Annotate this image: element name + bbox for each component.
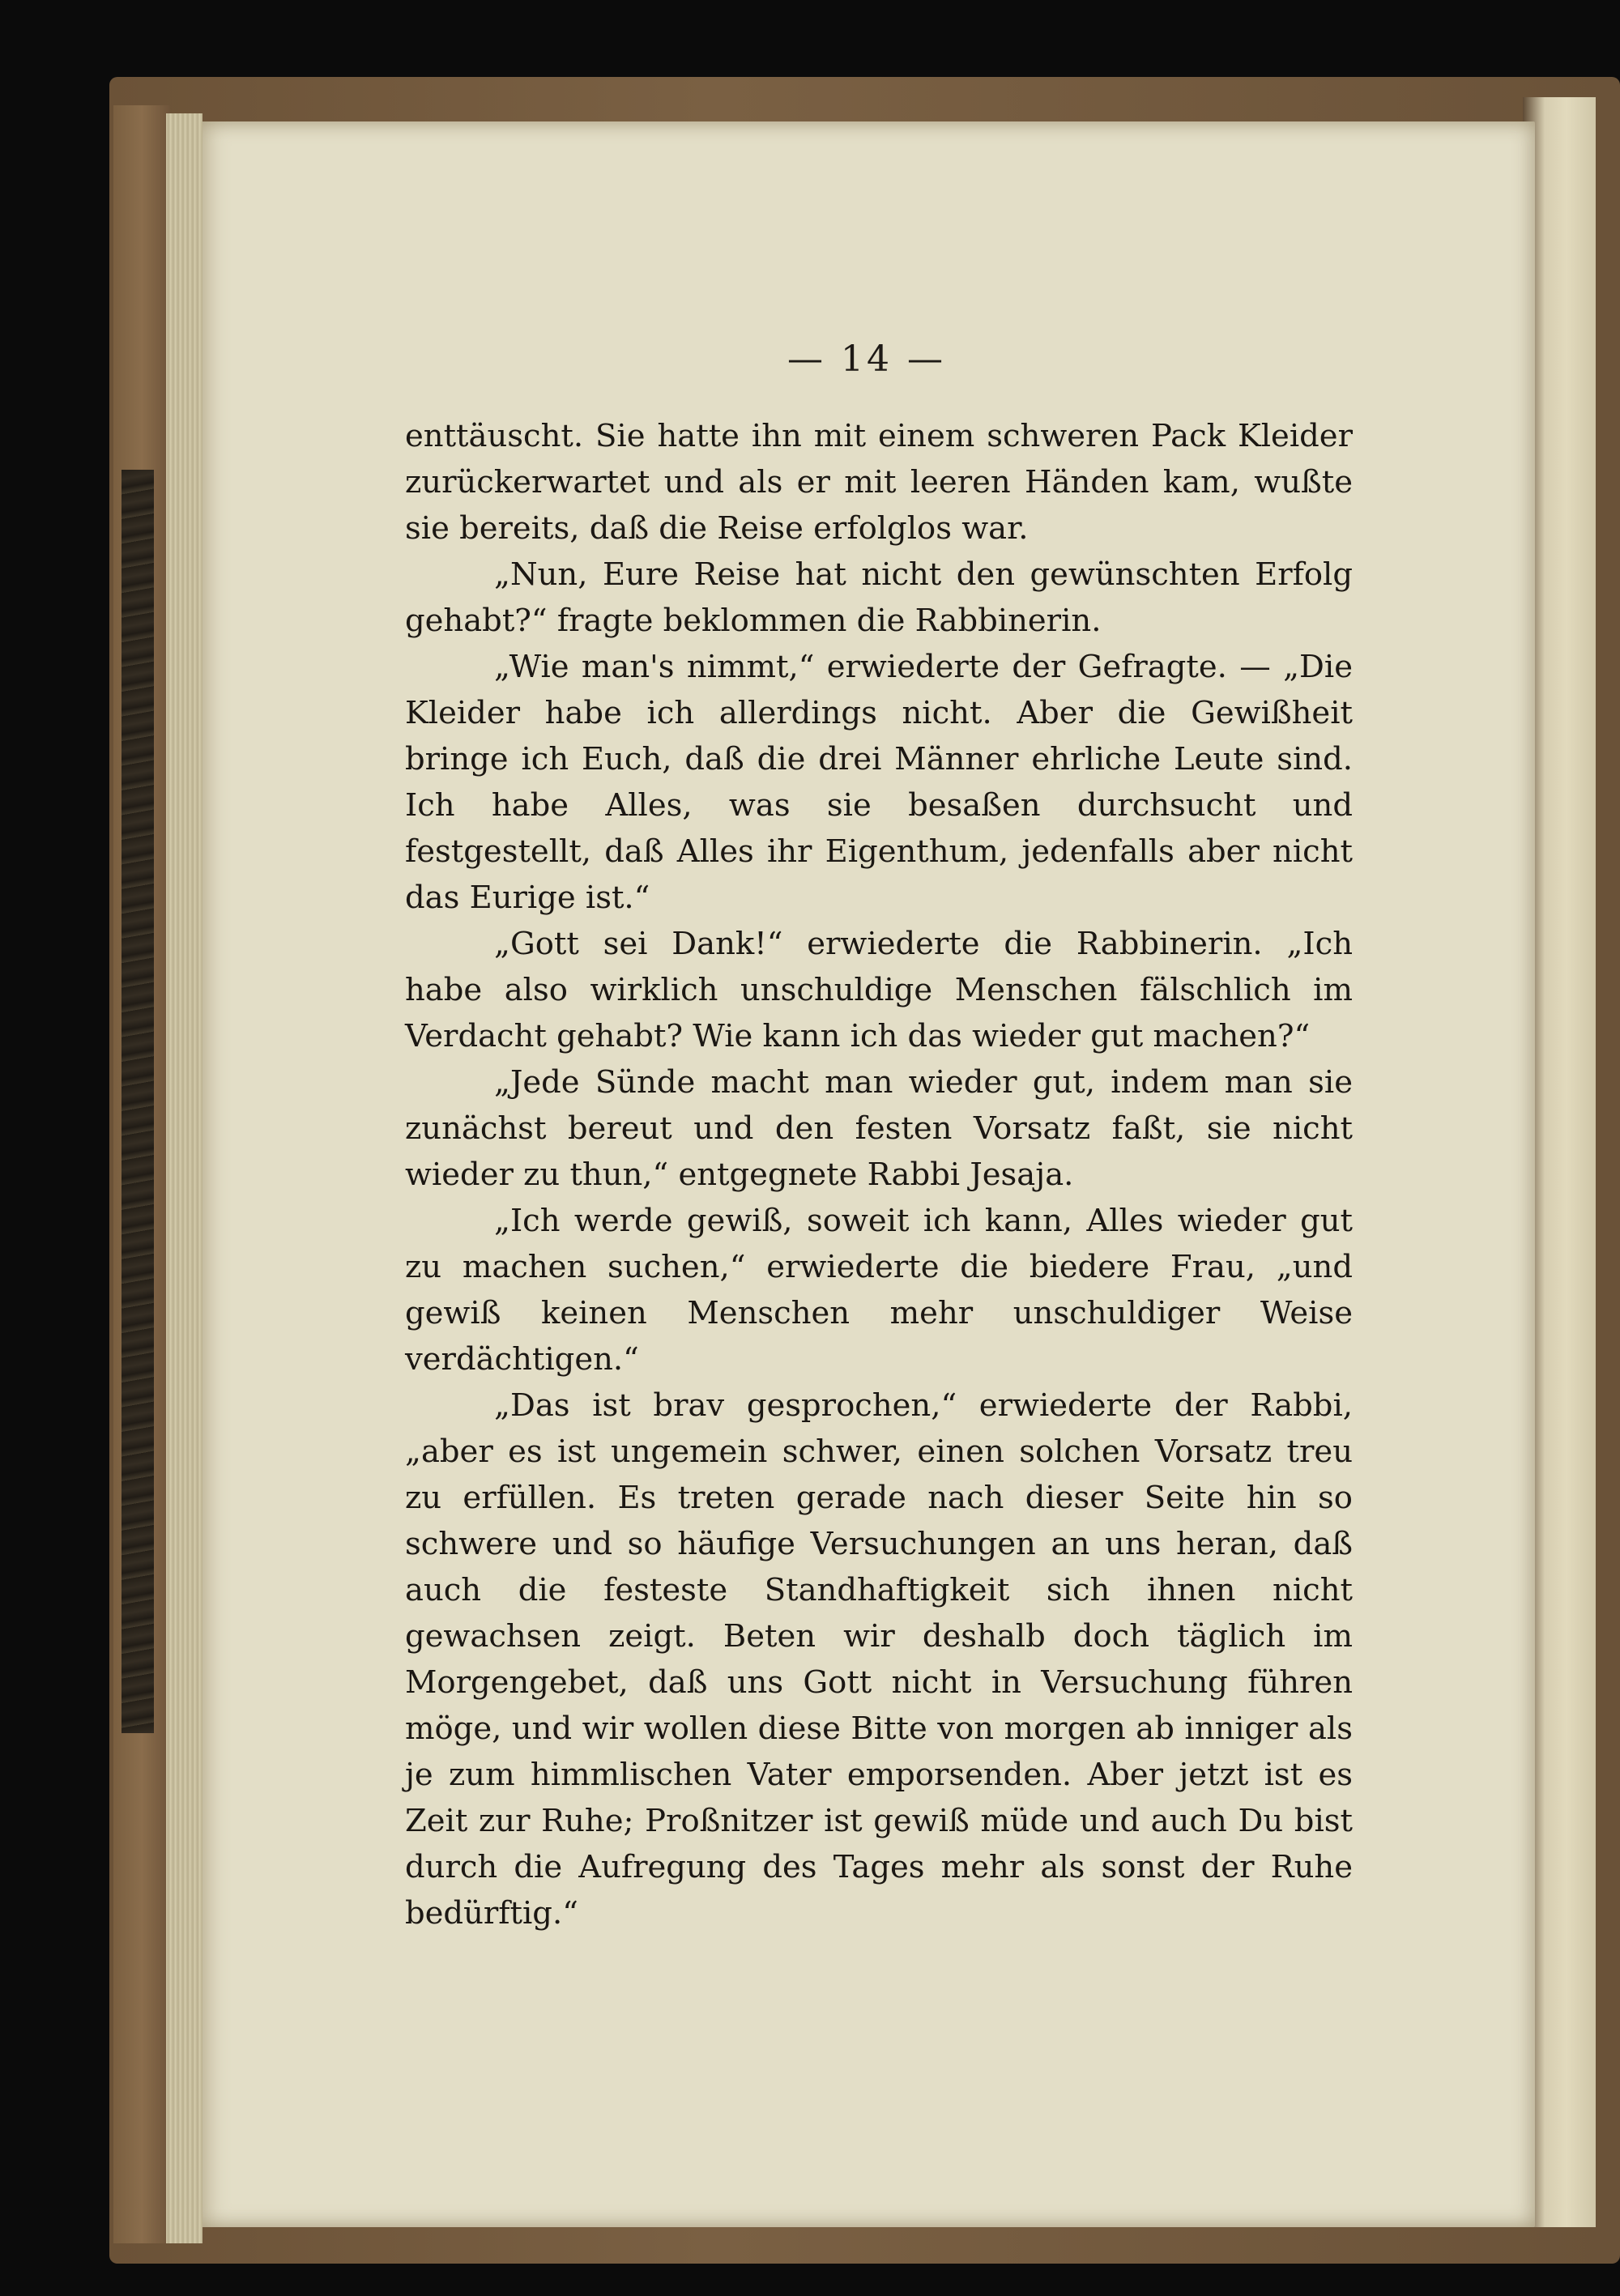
body-text [405,413,1353,1936]
marbled-endpaper [122,470,154,1733]
paragraph: enttäuscht. Sie hatte ihn mit einem schweren Pack Kleider zurückerwartet und als er mit leeren Händen kam, wußte sie bereits, daß die Reise erfolglos war. [405,418,1353,547]
paragraph: „Wie man's nimmt,“ erwiederte der Gefragte. — „Die Kleider habe ich allerdings nicht. Aber die Gewißheit bringe ich Euch, daß die drei Männer ehrliche Leute sind. Ich habe Alles, was sie besaßen durchsucht und festgestellt, daß Alles ihr Eigenthum, jedenfalls aber nicht das Eurige ist.“ [405,649,1353,916]
paragraph: „Das ist brav gesprochen,“ erwiederte der Rabbi, „aber es ist ungemein schwer, einen solchen Vorsatz treu zu erfüllen. Es treten gerade nach dieser Seite hin so schwere und so häufige Versuchungen an uns heran, daß auch die festeste Standhaftigkeit sich ihnen nicht gewachsen zeigt. Beten wir deshalb doch täglich im Morgengebet, daß uns Gott nicht in Versuchung führen möge, und wir wollen diese Bitte von morgen ab inniger als je zum himmlischen Vater emporsenden. Aber jetzt ist es Zeit zur Ruhe; Proßnitzer ist gewiß müde und auch Du bist durch die Aufregung des Tages mehr als sonst der Ruhe bedürftig.“ [405,1387,1353,1932]
book-page [198,121,1535,2227]
page-block-edges [166,113,202,2243]
paragraph: „Jede Sünde macht man wieder gut, indem man sie zunächst bereut und den festen Vorsatz faßt, sie nicht wieder zu thun,“ entgegnete Rabbi Jesaja. [405,1064,1353,1193]
paragraph: „Nun, Eure Reise hat nicht den gewünschten Erfolg gehabt?“ fragte beklommen die Rabbinerin. [405,556,1353,639]
paragraph: „Ich werde gewiß, soweit ich kann, Alles wieder gut zu machen suchen,“ erwiederte die biedere Frau, „und gewiß keinen Menschen mehr unschuldiger Weise verdächtigen.“ [405,1203,1353,1378]
paragraph: „Gott sei Dank!“ erwiederte die Rabbinerin. „Ich habe also wirklich unschuldige Menschen fälschlich im Verdacht gehabt? Wie kann ich das wieder gut machen?“ [405,926,1353,1054]
page-number: — 14 — [787,339,946,380]
